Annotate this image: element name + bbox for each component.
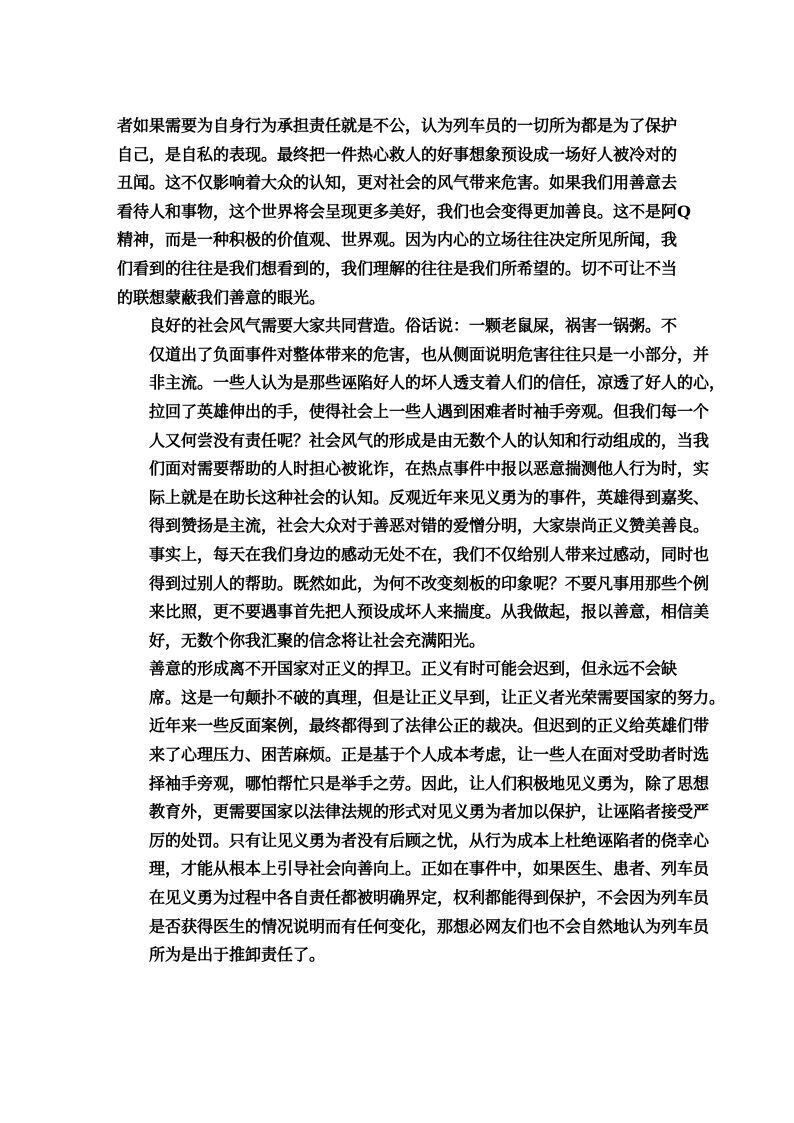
text-line: 们看到的往往是我们想看到的，我们理解的往往是我们所希望的。切不可让不当 xyxy=(117,258,678,278)
text-line: 席。这是一句颠扑不破的真理，但是让正义早到，让正义者光荣需要国家的努力。 xyxy=(149,687,726,707)
text-line: 来比照，更不要遇事首先把人预设成坏人来揣度。从我做起，报以善意，相信美 xyxy=(149,602,710,622)
text-line: 良好的社会风气需要大家共同营造。俗话说：一颗老鼠屎，祸害一锅粥。不 xyxy=(149,316,678,336)
text-line: 看待人和事物，这个世界将会呈现更多美好，我们也会变得更加善良。这不是阿Q xyxy=(117,201,691,221)
text-line: 精神，而是一种积极的价值观、世界观。因为内心的立场往往决定所见所闻，我 xyxy=(117,230,678,250)
text-line: 教育外，更需要国家以法律法规的形式对见义勇为者加以保护，让诬陷者接受严 xyxy=(149,802,710,822)
text-line: 得到过别人的帮助。既然如此，为何不改变刻板的印象呢？不要凡事用那些个例 xyxy=(149,573,710,593)
paragraph-1 xyxy=(117,112,691,312)
paragraph-3 xyxy=(117,655,726,970)
text-line: 得到赞扬是主流，社会大众对于善恶对错的爱憎分明，大家崇尚正义赞美善良。 xyxy=(149,516,710,536)
text-line: 是否获得医生的情况说明而有任何变化，那想必网友们也不会自然地认为列车员 xyxy=(149,916,710,936)
text-line: 拉回了英雄伸出的手，使得社会上一些人遇到困难者时袖手旁观。但我们每一个 xyxy=(149,401,710,421)
text-line: 者如果需要为自身行为承担责任就是不公，认为列车员的一切所为都是为了保护 xyxy=(117,116,678,135)
text-line: 厉的处罚。只有让见义勇为者没有后顾之忧，从行为成本上杜绝诬陷者的侥幸心 xyxy=(149,830,710,850)
text-line: 仅道出了负面事件对整体带来的危害，也从侧面说明危害往往只是一小部分，并 xyxy=(149,344,710,364)
text-line: 在见义勇为过程中各自责任都被明确界定，权利都能得到保护，不会因为列车员 xyxy=(149,888,710,908)
text-line: 自己，是自私的表现。最终把一件热心救人的好事想象预设成一场好人被冷对的 xyxy=(117,144,678,164)
paragraph-2 xyxy=(117,312,726,655)
text-line: 理，才能从根本上引导社会向善向上。正如在事件中，如果医生、患者、列车员 xyxy=(149,859,710,879)
text-line: 事实上，每天在我们身边的感动无处不在，我们不仅给别人带来过感动，同时也 xyxy=(149,544,710,564)
text-line: 非主流。一些人认为是那些诬陷好人的坏人透支着人们的信任，凉透了好人的心， xyxy=(149,373,726,393)
text-line: 择袖手旁观，哪怕帮忙只是举手之劳。因此，让人们积极地见义勇为，除了思想 xyxy=(149,773,710,793)
text-line: 近年来一些反面案例，最终都得到了法律公正的裁决。但迟到的正义给英雄们带 xyxy=(149,716,710,736)
text-line: 人又何尝没有责任呢？社会风气的形成是由无数个人的认知和行动组成的，当我 xyxy=(149,430,710,450)
text-line: 善意的形成离不开国家对正义的捍卫。正义有时可能会迟到，但永远不会缺 xyxy=(149,659,678,679)
body-text xyxy=(117,112,726,970)
text-line: 际上就是在助长这种社会的认知。反观近年来见义勇为的事件，英雄得到嘉奖、 xyxy=(149,487,710,507)
text-line: 们面对需要帮助的人时担心被讹诈，在热点事件中报以恶意揣测他人行为时，实 xyxy=(149,459,710,479)
text-line: 来了心理压力、困苦麻烦。正是基于个人成本考虑，让一些人在面对受助者时选 xyxy=(149,745,710,765)
text-line: 丑闻。这不仅影响着大众的认知，更对社会的风气带来危害。如果我们用善意去 xyxy=(117,173,678,193)
text-line: 的联想蒙蔽我们善意的眼光。 xyxy=(117,287,326,307)
text-line: 所为是出于推卸责任了。 xyxy=(149,945,326,965)
text-line: 好，无数个你我汇聚的信念将让社会充满阳光。 xyxy=(149,630,486,650)
